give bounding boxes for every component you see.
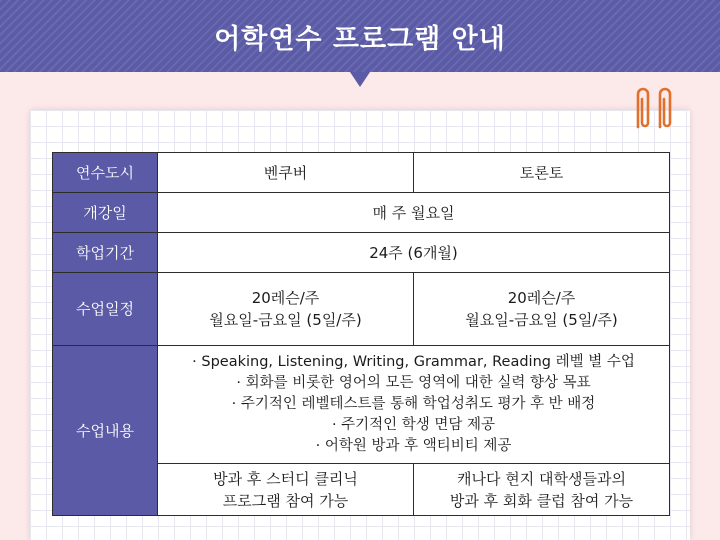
city-toronto: 토론토 xyxy=(414,153,670,193)
start-day-value: 매 주 월요일 xyxy=(158,193,670,233)
schedule-vancouver xyxy=(158,273,414,346)
extra-line: 프로그램 참여 가능 xyxy=(222,491,349,510)
list-item: · 회화를 비롯한 영어의 모든 영역에 대한 실력 향상 목표 xyxy=(236,375,591,391)
row-label-schedule: 수업일정 xyxy=(53,273,158,346)
paperclip-icon xyxy=(656,85,674,135)
extra-line: 방과 후 회화 클럽 참여 가능 xyxy=(449,491,634,510)
schedule-lessons: 20레슨/주 xyxy=(251,289,320,307)
page-title: 어학연수 프로그램 안내 xyxy=(214,23,506,55)
list-item: · 주기적인 학생 면담 제공 xyxy=(331,417,496,433)
paperclip-icon xyxy=(634,85,652,135)
content-vancouver-extra xyxy=(158,464,414,516)
banner-pointer xyxy=(350,72,370,87)
table-row-city xyxy=(53,153,670,193)
content-toronto-extra xyxy=(414,464,670,516)
row-label-content: 수업내용 xyxy=(53,346,158,516)
table-row-content xyxy=(53,346,670,464)
list-item: · 어학원 방과 후 액티비티 제공 xyxy=(315,438,512,454)
table-row-schedule xyxy=(53,273,670,346)
row-label-period: 학업기간 xyxy=(53,233,158,273)
list-item: · Speaking, Listening, Writing, Grammar, Reading 레벨 별 수업 xyxy=(192,354,635,370)
schedule-toronto xyxy=(414,273,670,346)
row-label-city: 연수도시 xyxy=(53,153,158,193)
list-item: · 주기적인 레벨테스트를 통해 학업성취도 평가 후 반 배정 xyxy=(231,396,596,412)
schedule-days: 월요일-금요일 (5일/주) xyxy=(209,311,362,329)
city-vancouver: 벤쿠버 xyxy=(158,153,414,193)
extra-line: 방과 후 스터디 클리닉 xyxy=(213,469,358,488)
study-period-value: 24주 (6개월) xyxy=(158,233,670,273)
table-row-period xyxy=(53,233,670,273)
table-row-start xyxy=(53,193,670,233)
schedule-days: 월요일-금요일 (5일/주) xyxy=(465,311,618,329)
content-bullet-list xyxy=(158,346,670,464)
row-label-start: 개강일 xyxy=(53,193,158,233)
program-info-table xyxy=(52,152,670,516)
schedule-lessons: 20레슨/주 xyxy=(507,289,576,307)
extra-line: 캐나다 현지 대학생들과의 xyxy=(457,469,626,488)
